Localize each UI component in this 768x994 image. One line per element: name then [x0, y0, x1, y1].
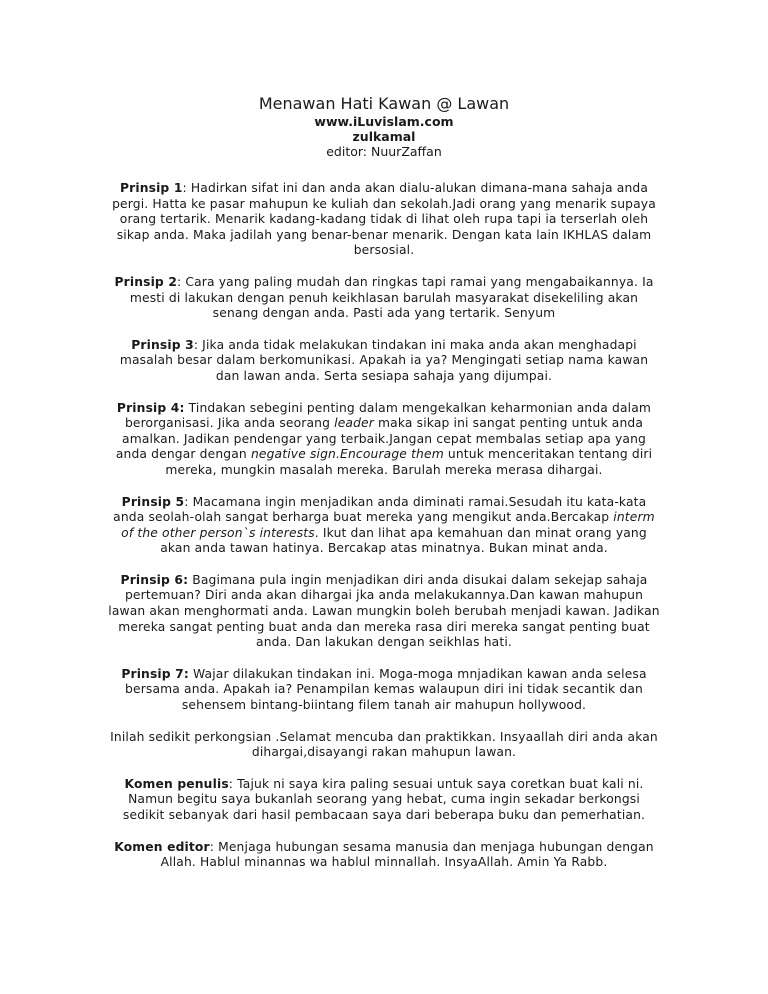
- paragraph-heading: Komen editor: [114, 839, 210, 854]
- paragraph-prinsip-7: [108, 667, 660, 714]
- document-body: [108, 181, 660, 871]
- italic-text: negative sign.Encourage them: [250, 447, 444, 462]
- website-url: www.iLuvislam.com: [314, 114, 454, 129]
- paragraph-heading: Prinsip 7:: [121, 666, 189, 681]
- paragraph-heading: Komen penulis: [124, 776, 229, 791]
- paragraph-penutup: [108, 730, 660, 761]
- paragraph-prinsip-2: [108, 275, 660, 322]
- editor-credit: editor: NuurZaffan: [326, 144, 442, 159]
- paragraph-heading: Prinsip 6:: [120, 572, 189, 587]
- paragraph-prinsip-3: [108, 338, 660, 385]
- paragraph-komen-editor: [108, 840, 660, 871]
- paragraph-text: untuk menceritakan tentang diri mereka, mungkin masalah mereka. Barulah mereka merasa dihargai.: [165, 447, 653, 477]
- paragraph-prinsip-4: [108, 401, 660, 479]
- paragraph-komen-penulis: [108, 777, 660, 824]
- author-name: zulkamal: [352, 129, 416, 144]
- paragraph-text: Inilah sedikit perkongsian .Selamat mencuba dan praktikkan. Insyaallah diri anda akan dihargai,disayangi rakan mahupun lawan.: [110, 729, 658, 760]
- paragraph-prinsip-6: [108, 573, 660, 651]
- paragraph-text: : Macamana ingin menjadikan anda diminati ramai.Sesudah itu kata-kata anda seolah-olah sangat berharga buat mereka yang mengikut anda.Bercakap: [113, 494, 647, 525]
- paragraph-text: maka sikap ini sangat penting untuk anda amalkan. Jadikan pendengar yang terbaik.Jangan cepat membalas setiap apa yang anda dengar dengan: [115, 416, 646, 462]
- paragraph-prinsip-1: [108, 181, 660, 259]
- paragraph-text: : Menjaga hubungan sesama manusia dan menjaga hubungan dengan Allah. Hablul minannas wa hablul minnallah. InsyaAllah. Amin Ya Rabb.: [160, 839, 654, 870]
- paragraph-prinsip-5: [108, 495, 660, 557]
- document-title: Menawan Hati Kawan @ Lawan: [258, 94, 510, 113]
- paragraph-text: : Tajuk ni saya kira paling sesuai untuk saya coretkan buat kali ni. Namun begitu saya bukanlah seorang yang hebat, cuma ingin sekadar berkongsi sedikit sebanyak dari hasil pembacaan saya dari beberapa buku dan pemerhatian.: [122, 776, 646, 822]
- paragraph-heading: Prinsip 5: [121, 494, 185, 509]
- italic-text: interm of the other person`s interests: [121, 510, 655, 540]
- paragraph-text: : Jika anda tidak melakukan tindakan ini maka anda akan menghadapi masalah besar dalam berkomunikasi. Apakah ia ya? Mengingati setiap nama kawan dan lawan anda. Serta sesiapa sahaja yang dijumpai.: [119, 337, 649, 383]
- paragraph-heading: Prinsip 2: [114, 274, 178, 289]
- italic-text: leader: [334, 416, 374, 431]
- paragraph-heading: Prinsip 1: [119, 181, 183, 195]
- document-page: [108, 94, 660, 887]
- paragraph-text: : Cara yang paling mudah dan ringkas tapi ramai yang mengabaikannya. Ia mesti di lakukan dengan penuh keikhlasan barulah masyarakat disekeliling akan senang dengan anda. Pasti ada yang tertarik. Senyum: [129, 274, 654, 321]
- paragraph-text: Tindakan sebegini penting dalam mengekalkan keharmonian anda dalam berorganisasi. Jika anda seorang: [124, 400, 652, 431]
- paragraph-text: Wajar dilakukan tindakan ini. Moga-moga mnjadikan kawan anda selesa bersama anda. Apakah ia? Penampilan kemas walaupun diri ini tidak secantik dan sehensem bintang-biintang filem tanah air mahupun hollywood.: [125, 666, 647, 713]
- paragraph-text: . Ikut dan lihat apa kemahuan dan minat orang yang akan anda tawan hatinya. Bercakap atas minatnya. Bukan minat anda.: [160, 525, 647, 556]
- paragraph-text: : Hadirkan sifat ini dan anda akan dialu-alukan dimana-mana sahaja anda pergi. Hatta ke pasar mahupun ke kuliah dan sekolah.Jadi orang yang menarik supaya orang tertarik. Menarik kadang-kadang tidak di lihat oleh rupa tapi ia terserlah oleh sikap anda. Maka jadilah yang benar-benar menarik. Dengan kata lain IKHLAS dalam bersosial.: [112, 181, 656, 258]
- paragraph-heading: Prinsip 4:: [116, 400, 185, 415]
- paragraph-text: Bagimana pula ingin menjadikan diri anda disukai dalam sekejap sahaja pertemuan? Diri anda akan dihargai jka anda melakukannya.Dan kawan mahupun lawan akan menghormati anda. Lawan mungkin boleh berubah menjadi kawan. Jadikan mereka sangat penting buat anda dan mereka rasa diri mereka sangat penting buat anda. Dan lakukan dengan seikhlas hati.: [108, 572, 660, 650]
- paragraph-heading: Prinsip 3: [131, 337, 194, 352]
